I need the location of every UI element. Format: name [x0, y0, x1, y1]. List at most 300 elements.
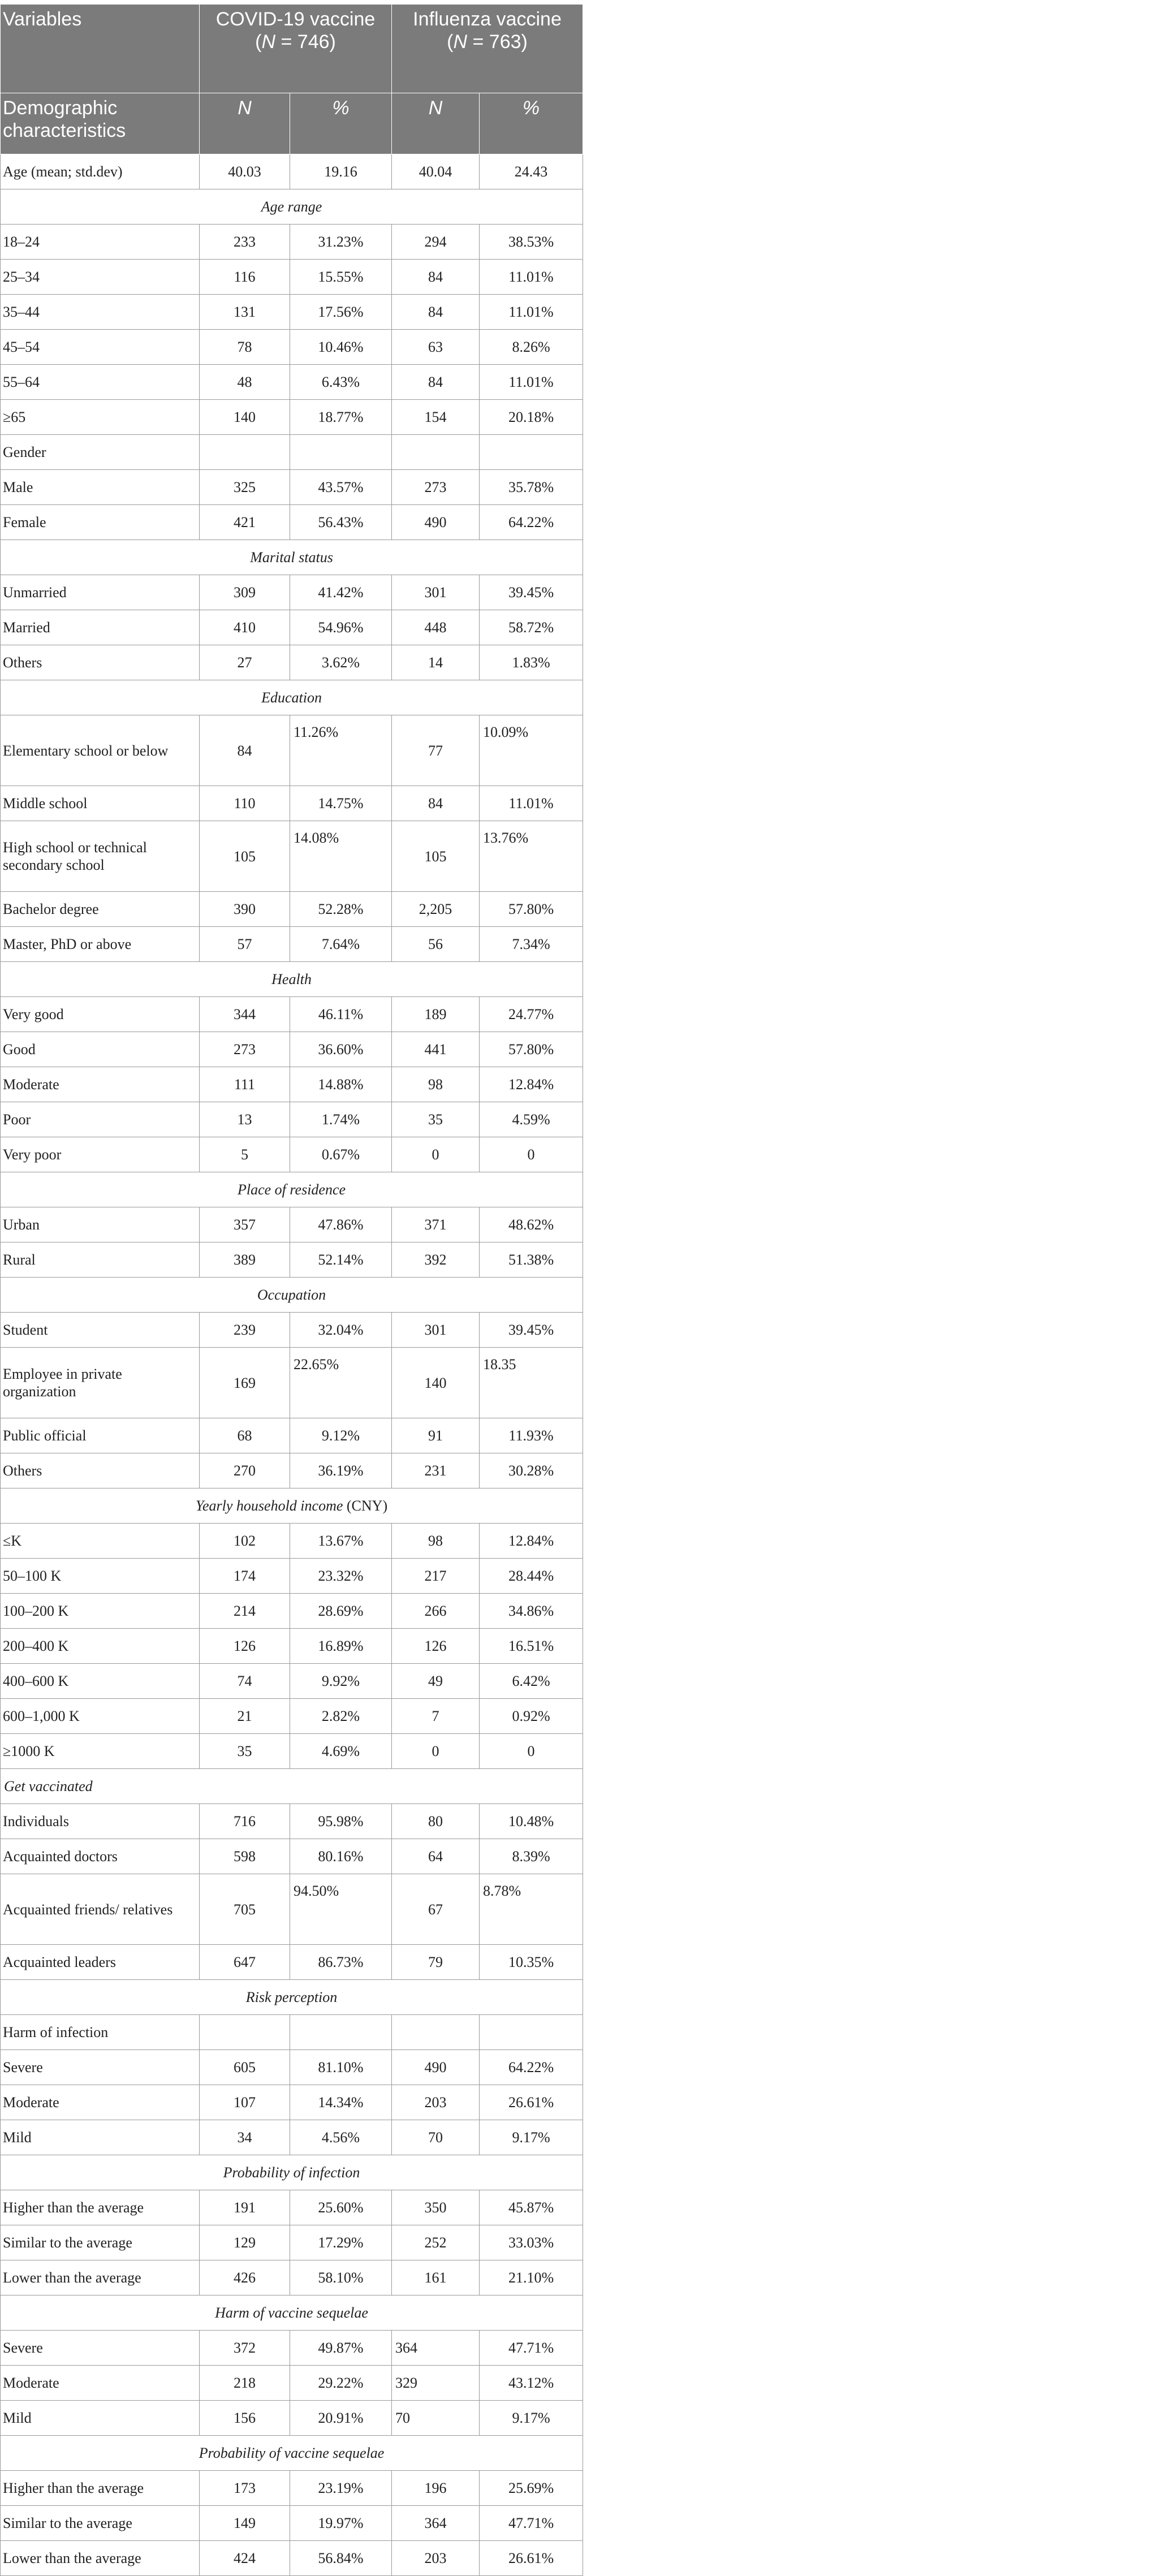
covid-n-cell: 34: [200, 2120, 290, 2155]
covid-n-cell: 218: [200, 2366, 290, 2401]
row-label: Employee in private organization: [1, 1348, 200, 1418]
flu-pct-cell: [480, 435, 583, 470]
covid-n-cell: 68: [200, 1418, 290, 1453]
flu-n-cell: 364: [392, 2331, 480, 2366]
row-label: Middle school: [1, 786, 200, 821]
table-subheader-row: [1, 93, 583, 154]
table-row: [1, 1418, 583, 1453]
table-row: [1, 1348, 583, 1418]
flu-pct-cell: 64.22%: [480, 2050, 583, 2085]
header-influenza-vaccine: [392, 5, 583, 93]
covid-n-cell: 410: [200, 610, 290, 645]
section-label: Health: [271, 971, 312, 987]
row-label: ≥1000 K: [1, 1734, 200, 1769]
covid-n-cell: 705: [200, 1874, 290, 1945]
row-label: Moderate: [1, 2085, 200, 2120]
table-row: [1, 1594, 583, 1629]
flu-n-cell: 63: [392, 330, 480, 365]
row-label: 35–44: [1, 295, 200, 330]
flu-pct-cell: 13.76%: [480, 821, 583, 892]
flu-pct-cell: 26.61%: [480, 2541, 583, 2576]
table-row: [1, 435, 583, 470]
covid-n-cell: 173: [200, 2471, 290, 2506]
row-label: Mild: [1, 2401, 200, 2436]
flu-pct-cell: 7.34%: [480, 927, 583, 962]
section-row: [1, 1980, 583, 2015]
covid-pct-cell: 86.73%: [290, 1945, 392, 1980]
flu-pct-cell: 8.26%: [480, 330, 583, 365]
flu-pct-cell: 4.59%: [480, 1102, 583, 1137]
row-label: Urban: [1, 1207, 200, 1242]
flu-n-cell: 105: [392, 821, 480, 892]
row-label: 400–600 K: [1, 1664, 200, 1699]
covid-pct-cell: 36.60%: [290, 1032, 392, 1067]
table-row: [1, 1874, 583, 1945]
flu-n-cell: 2,205: [392, 892, 480, 927]
table-row: [1, 1207, 583, 1242]
section-header: [1, 1769, 583, 1804]
flu-n-cell: 64: [392, 1839, 480, 1874]
covid-pct-cell: 80.16%: [290, 1839, 392, 1874]
table-row: [1, 715, 583, 786]
covid-n-cell: 129: [200, 2225, 290, 2260]
section-label: Place of residence: [237, 1181, 346, 1198]
covid-n-cell: 424: [200, 2541, 290, 2576]
covid-n-cell: 239: [200, 1313, 290, 1348]
flu-n-cell: 252: [392, 2225, 480, 2260]
flu-pct-cell: 18.35: [480, 1348, 583, 1418]
row-label: Student: [1, 1313, 200, 1348]
flu-pct-cell: 35.78%: [480, 470, 583, 505]
flu-n-cell: [392, 2015, 480, 2050]
table-header-row: [1, 5, 583, 93]
flu-pct-cell: 34.86%: [480, 1594, 583, 1629]
covid-n-cell: 716: [200, 1804, 290, 1839]
flu-n-cell: 84: [392, 786, 480, 821]
covid-n-cell: 191: [200, 2190, 290, 2225]
table-row: [1, 505, 583, 540]
header-covid-n-value: = 746): [275, 31, 336, 53]
covid-n-cell: 174: [200, 1559, 290, 1594]
row-label: Similar to the average: [1, 2506, 200, 2541]
covid-pct-cell: 43.57%: [290, 470, 392, 505]
section-label: Harm of vaccine sequelae: [215, 2305, 368, 2321]
row-label: 50–100 K: [1, 1559, 200, 1594]
covid-pct-cell: 31.23%: [290, 225, 392, 260]
flu-n-cell: 161: [392, 2260, 480, 2295]
table-row: [1, 1102, 583, 1137]
table-row: [1, 1313, 583, 1348]
row-label: Lower than the average: [1, 2260, 200, 2295]
covid-pct-cell: 47.86%: [290, 1207, 392, 1242]
flu-n-cell: [392, 435, 480, 470]
flu-pct-cell: 0: [480, 1137, 583, 1172]
covid-pct-cell: 19.16: [290, 154, 392, 189]
flu-pct-cell: 10.09%: [480, 715, 583, 786]
table-row: [1, 2085, 583, 2120]
row-label: Acquainted friends/ relatives: [1, 1874, 200, 1945]
covid-pct-cell: 41.42%: [290, 575, 392, 610]
row-label: Others: [1, 1453, 200, 1488]
flu-pct-cell: 39.45%: [480, 1313, 583, 1348]
covid-pct-cell: 4.69%: [290, 1734, 392, 1769]
flu-pct-cell: 9.17%: [480, 2401, 583, 2436]
header-flu-pct: %: [480, 93, 583, 154]
header-covid-vaccine: [200, 5, 392, 93]
row-label: Lower than the average: [1, 2541, 200, 2576]
covid-pct-cell: 13.67%: [290, 1524, 392, 1559]
covid-pct-cell: 14.88%: [290, 1067, 392, 1102]
header-covid-n: N: [200, 93, 290, 154]
section-label: Risk perception: [245, 1989, 338, 2005]
flu-n-cell: 14: [392, 645, 480, 680]
flu-n-cell: 35: [392, 1102, 480, 1137]
flu-n-cell: 140: [392, 1348, 480, 1418]
section-label: Probability of vaccine sequelae: [199, 2445, 385, 2461]
flu-pct-cell: 11.01%: [480, 260, 583, 295]
table-row: [1, 1699, 583, 1734]
section-label: Occupation: [257, 1287, 326, 1303]
row-label: Individuals: [1, 1804, 200, 1839]
section-header: [1, 962, 583, 997]
flu-n-cell: 490: [392, 505, 480, 540]
covid-pct-cell: 52.28%: [290, 892, 392, 927]
covid-n-cell: 357: [200, 1207, 290, 1242]
row-label: 55–64: [1, 365, 200, 400]
header-flu-title: Influenza vaccine: [413, 8, 562, 30]
flu-n-cell: 203: [392, 2541, 480, 2576]
row-label: 100–200 K: [1, 1594, 200, 1629]
covid-n-cell: 126: [200, 1629, 290, 1664]
table-row: [1, 2015, 583, 2050]
table-row: [1, 786, 583, 821]
row-label: Higher than the average: [1, 2190, 200, 2225]
covid-n-cell: 149: [200, 2506, 290, 2541]
flu-pct-cell: 11.01%: [480, 365, 583, 400]
flu-n-cell: 329: [392, 2366, 480, 2401]
section-header: [1, 1278, 583, 1313]
table-row: [1, 470, 583, 505]
flu-pct-cell: 11.93%: [480, 1418, 583, 1453]
table-row: [1, 2471, 583, 2506]
flu-n-cell: 84: [392, 260, 480, 295]
flu-pct-cell: 10.48%: [480, 1804, 583, 1839]
section-label: Probability of infection: [223, 2164, 360, 2181]
covid-n-cell: [200, 2015, 290, 2050]
flu-pct-cell: 24.77%: [480, 997, 583, 1032]
header-flu-n-value: = 763): [467, 31, 528, 53]
row-label: Unmarried: [1, 575, 200, 610]
table-row: [1, 997, 583, 1032]
covid-n-cell: 421: [200, 505, 290, 540]
covid-n-cell: 389: [200, 1242, 290, 1278]
row-label: Married: [1, 610, 200, 645]
covid-pct-cell: 81.10%: [290, 2050, 392, 2085]
flu-pct-cell: 8.78%: [480, 1874, 583, 1945]
covid-pct-cell: 9.12%: [290, 1418, 392, 1453]
covid-pct-cell: 14.08%: [290, 821, 392, 892]
flu-n-cell: 196: [392, 2471, 480, 2506]
covid-n-cell: 110: [200, 786, 290, 821]
row-label: Moderate: [1, 2366, 200, 2401]
flu-n-cell: 301: [392, 575, 480, 610]
flu-n-cell: 98: [392, 1067, 480, 1102]
flu-pct-cell: 51.38%: [480, 1242, 583, 1278]
flu-pct-cell: [480, 2015, 583, 2050]
row-label: Good: [1, 1032, 200, 1067]
flu-pct-cell: 20.18%: [480, 400, 583, 435]
flu-n-cell: 364: [392, 2506, 480, 2541]
table-row: [1, 1453, 583, 1488]
row-label: Very poor: [1, 1137, 200, 1172]
covid-n-cell: 107: [200, 2085, 290, 2120]
covid-n-cell: 116: [200, 260, 290, 295]
covid-n-cell: 35: [200, 1734, 290, 1769]
flu-pct-cell: 0.92%: [480, 1699, 583, 1734]
covid-pct-cell: 19.97%: [290, 2506, 392, 2541]
flu-n-cell: 80: [392, 1804, 480, 1839]
row-label: High school or technical secondary school: [1, 821, 200, 892]
covid-n-cell: 78: [200, 330, 290, 365]
flu-n-cell: 154: [392, 400, 480, 435]
flu-pct-cell: 8.39%: [480, 1839, 583, 1874]
flu-pct-cell: 24.43: [480, 154, 583, 189]
row-label: ≥65: [1, 400, 200, 435]
table-row: [1, 1242, 583, 1278]
header-covid-n-letter: N: [261, 31, 276, 53]
table-row: [1, 295, 583, 330]
covid-n-cell: 111: [200, 1067, 290, 1102]
table-row: [1, 2190, 583, 2225]
flu-pct-cell: 12.84%: [480, 1524, 583, 1559]
flu-n-cell: 40.04: [392, 154, 480, 189]
covid-pct-cell: 23.19%: [290, 2471, 392, 2506]
flu-n-cell: 350: [392, 2190, 480, 2225]
header-variables: Variables: [1, 5, 200, 93]
row-label: Elementary school or below: [1, 715, 200, 786]
covid-pct-cell: 46.11%: [290, 997, 392, 1032]
flu-pct-cell: 30.28%: [480, 1453, 583, 1488]
table-row: [1, 2120, 583, 2155]
flu-pct-cell: 57.80%: [480, 892, 583, 927]
table-row: [1, 225, 583, 260]
section-header: [1, 680, 583, 715]
flu-n-cell: 84: [392, 365, 480, 400]
flu-pct-cell: 16.51%: [480, 1629, 583, 1664]
section-header: [1, 540, 583, 575]
flu-n-cell: 91: [392, 1418, 480, 1453]
table-row: [1, 154, 583, 189]
covid-n-cell: 21: [200, 1699, 290, 1734]
table-row: [1, 2541, 583, 2576]
header-covid-pct: %: [290, 93, 392, 154]
section-row: [1, 189, 583, 225]
table-row: [1, 892, 583, 927]
flu-pct-cell: 47.71%: [480, 2331, 583, 2366]
flu-n-cell: 189: [392, 997, 480, 1032]
row-label: ≤K: [1, 1524, 200, 1559]
flu-n-cell: 490: [392, 2050, 480, 2085]
flu-n-cell: 49: [392, 1664, 480, 1699]
table-row: [1, 2366, 583, 2401]
section-row: [1, 1172, 583, 1207]
covid-pct-cell: 95.98%: [290, 1804, 392, 1839]
covid-pct-cell: 22.65%: [290, 1348, 392, 1418]
flu-n-cell: 98: [392, 1524, 480, 1559]
section-label-suffix: (CNY): [343, 1498, 388, 1514]
flu-n-cell: 84: [392, 295, 480, 330]
header-demographic-characteristics: Demographic characteristics: [1, 93, 200, 154]
row-label: Very good: [1, 997, 200, 1032]
table-row: [1, 2331, 583, 2366]
row-label: Others: [1, 645, 200, 680]
table-row: [1, 927, 583, 962]
covid-pct-cell: 94.50%: [290, 1874, 392, 1945]
row-label: Master, PhD or above: [1, 927, 200, 962]
section-label: Age range: [261, 199, 322, 215]
flu-n-cell: 70: [392, 2120, 480, 2155]
row-label: Moderate: [1, 1067, 200, 1102]
section-label: Marital status: [250, 549, 333, 566]
section-header: [1, 189, 583, 225]
covid-pct-cell: 16.89%: [290, 1629, 392, 1664]
header-flu-n-prefix: (: [447, 31, 454, 53]
table-row: [1, 645, 583, 680]
row-label: Harm of infection: [1, 2015, 200, 2050]
row-label: Higher than the average: [1, 2471, 200, 2506]
header-covid-n-prefix: (: [255, 31, 262, 53]
header-flu-n-letter: N: [453, 31, 468, 53]
covid-n-cell: [200, 435, 290, 470]
covid-pct-cell: 58.10%: [290, 2260, 392, 2295]
flu-pct-cell: 9.17%: [480, 2120, 583, 2155]
table-body: [1, 154, 583, 2576]
covid-n-cell: 169: [200, 1348, 290, 1418]
header-flu-n: N: [392, 93, 480, 154]
covid-n-cell: 131: [200, 295, 290, 330]
flu-pct-cell: 12.84%: [480, 1067, 583, 1102]
covid-n-cell: 84: [200, 715, 290, 786]
row-label: Age (mean; std.dev): [1, 154, 200, 189]
covid-n-cell: 372: [200, 2331, 290, 2366]
flu-pct-cell: 28.44%: [480, 1559, 583, 1594]
section-row: [1, 680, 583, 715]
covid-n-cell: 605: [200, 2050, 290, 2085]
table-row: [1, 400, 583, 435]
row-label: Similar to the average: [1, 2225, 200, 2260]
covid-pct-cell: 11.26%: [290, 715, 392, 786]
flu-n-cell: 67: [392, 1874, 480, 1945]
row-label: 25–34: [1, 260, 200, 295]
flu-pct-cell: 58.72%: [480, 610, 583, 645]
table-row: [1, 1067, 583, 1102]
covid-pct-cell: 23.32%: [290, 1559, 392, 1594]
row-label: Public official: [1, 1418, 200, 1453]
covid-n-cell: 390: [200, 892, 290, 927]
section-row: [1, 962, 583, 997]
row-label: Male: [1, 470, 200, 505]
covid-n-cell: 5: [200, 1137, 290, 1172]
covid-pct-cell: 29.22%: [290, 2366, 392, 2401]
section-header: [1, 2295, 583, 2331]
covid-pct-cell: 18.77%: [290, 400, 392, 435]
covid-n-cell: 27: [200, 645, 290, 680]
covid-pct-cell: 1.74%: [290, 1102, 392, 1137]
table-row: [1, 821, 583, 892]
flu-n-cell: 371: [392, 1207, 480, 1242]
section-row: [1, 2295, 583, 2331]
covid-n-cell: 309: [200, 575, 290, 610]
covid-n-cell: 426: [200, 2260, 290, 2295]
covid-n-cell: 325: [200, 470, 290, 505]
flu-n-cell: 56: [392, 927, 480, 962]
row-label: Rural: [1, 1242, 200, 1278]
covid-pct-cell: 28.69%: [290, 1594, 392, 1629]
section-header: [1, 1980, 583, 2015]
covid-n-cell: 344: [200, 997, 290, 1032]
covid-pct-cell: 9.92%: [290, 1664, 392, 1699]
covid-pct-cell: 32.04%: [290, 1313, 392, 1348]
covid-pct-cell: 52.14%: [290, 1242, 392, 1278]
flu-pct-cell: 0: [480, 1734, 583, 1769]
covid-pct-cell: 25.60%: [290, 2190, 392, 2225]
row-label: Acquainted leaders: [1, 1945, 200, 1980]
covid-n-cell: 74: [200, 1664, 290, 1699]
table-row: [1, 2260, 583, 2295]
covid-pct-cell: 17.29%: [290, 2225, 392, 2260]
section-row: [1, 2436, 583, 2471]
section-header: [1, 2436, 583, 2471]
flu-pct-cell: 11.01%: [480, 786, 583, 821]
covid-pct-cell: 0.67%: [290, 1137, 392, 1172]
section-label: Get vaccinated: [4, 1778, 93, 1794]
flu-n-cell: 266: [392, 1594, 480, 1629]
row-label: 45–54: [1, 330, 200, 365]
section-label: Yearly household income: [195, 1498, 343, 1514]
flu-n-cell: 392: [392, 1242, 480, 1278]
flu-pct-cell: 43.12%: [480, 2366, 583, 2401]
covid-pct-cell: [290, 2015, 392, 2050]
flu-n-cell: 231: [392, 1453, 480, 1488]
table-row: [1, 610, 583, 645]
table-row: [1, 1524, 583, 1559]
flu-pct-cell: 26.61%: [480, 2085, 583, 2120]
flu-n-cell: 448: [392, 610, 480, 645]
flu-pct-cell: 1.83%: [480, 645, 583, 680]
table-row: [1, 1945, 583, 1980]
covid-pct-cell: 56.43%: [290, 505, 392, 540]
table-row: [1, 2506, 583, 2541]
row-label: Bachelor degree: [1, 892, 200, 927]
table-row: [1, 1804, 583, 1839]
flu-pct-cell: 11.01%: [480, 295, 583, 330]
section-header: [1, 2155, 583, 2190]
demographics-table: [0, 4, 583, 2576]
flu-pct-cell: 38.53%: [480, 225, 583, 260]
header-covid-title: COVID-19 vaccine: [215, 8, 376, 30]
table-row: [1, 1629, 583, 1664]
flu-pct-cell: 39.45%: [480, 575, 583, 610]
section-row: [1, 1488, 583, 1524]
covid-pct-cell: 56.84%: [290, 2541, 392, 2576]
section-row: [1, 1278, 583, 1313]
table-row: [1, 2225, 583, 2260]
flu-pct-cell: 64.22%: [480, 505, 583, 540]
covid-n-cell: 140: [200, 400, 290, 435]
covid-n-cell: 156: [200, 2401, 290, 2436]
flu-n-cell: 203: [392, 2085, 480, 2120]
table-row: [1, 260, 583, 295]
